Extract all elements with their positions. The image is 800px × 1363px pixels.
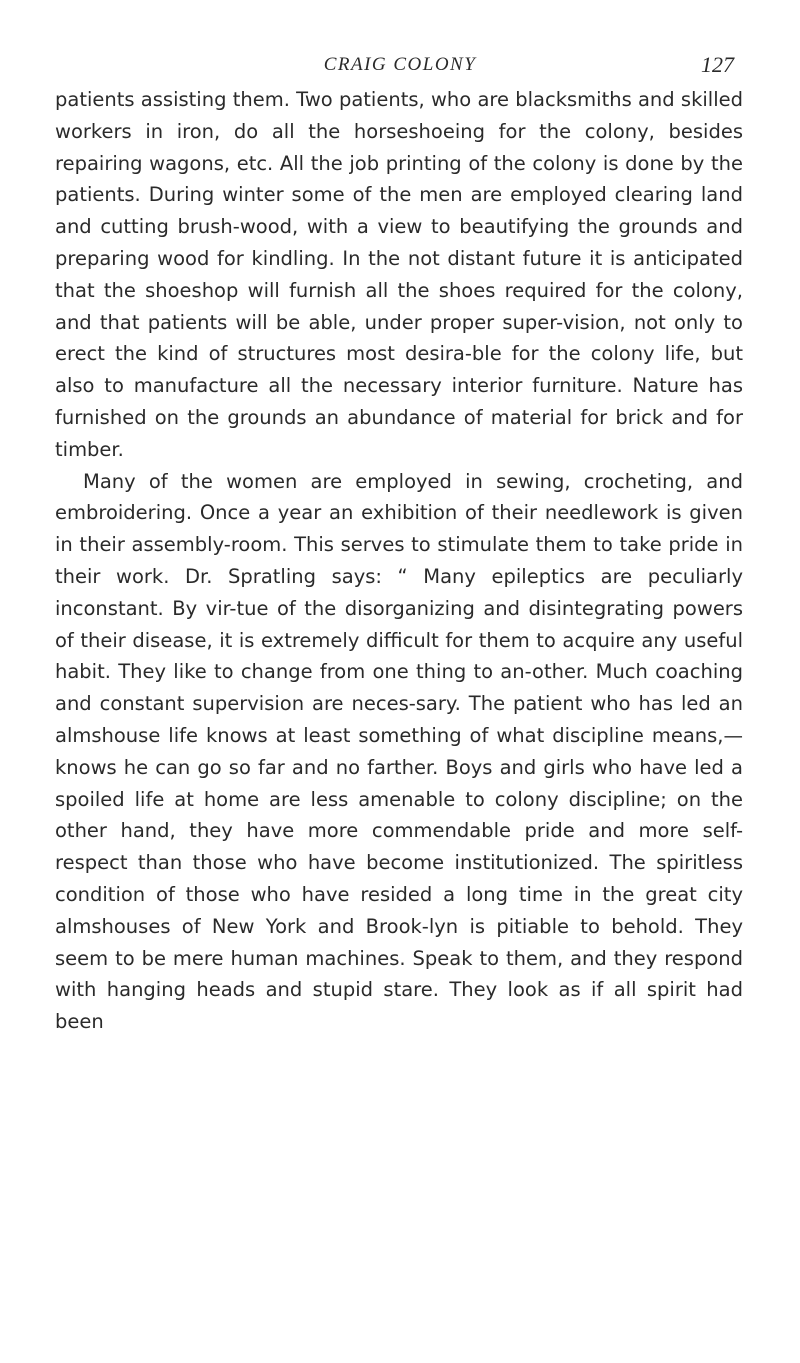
page-number: 127 (701, 52, 734, 77)
running-head (0, 48, 800, 88)
paragraph-women-employment: Many of the women are employed in sewing, crocheting, and embroidering. Once a year an exhibition of their needlework is given in their assembly-room. This serves to stimulate them to take pride in their work. Dr. Spratling says: “ Many epileptics are peculiarly inconstant. By vir-tue of the disorganizing and disintegrating powers of their disease, it is extremely difficult for them to acquire any useful habit. They like to change from one thing to an-other. Much coaching and constant supervision are neces-sary. The patient who has led an almshouse life knows at least something of what discipline means,—knows he can go so far and no farther. Boys and girls who have led a spoiled life at home are less amenable to colony discipline; on the other hand, they have more commendable pride and more self-respect than those who have become institutionized. The spiritless condition of those who have resided a long time in the great city almshouses of New York and Brook-lyn is pitiable to behold. They seem to be mere human machines. Speak to them, and they respond with hanging heads and stupid stare. They look as if all spirit had been (55, 469, 743, 1034)
running-title: CRAIG COLONY (323, 54, 477, 75)
paragraph-continued: patients assisting them. Two patients, who are blacksmiths and skilled workers in iron, do all the horseshoeing for the colony, besides repairing wagons, etc. All the job printing of the colony is done by the patients. During winter some of the men are employed clearing land and cutting brush-wood, with a view to beautifying the grounds and preparing wood for kindling. In the not distant future it is anticipated that the shoeshop will furnish all the shoes required for the colony, and that patients will be able, under proper super-vision, not only to erect the kind of structures most desira-ble for the colony life, but also to manufacture all the necessary interior furniture. Nature has furnished on the grounds an abundance of material for brick and for timber. (55, 88, 743, 461)
body-text (55, 84, 743, 1038)
